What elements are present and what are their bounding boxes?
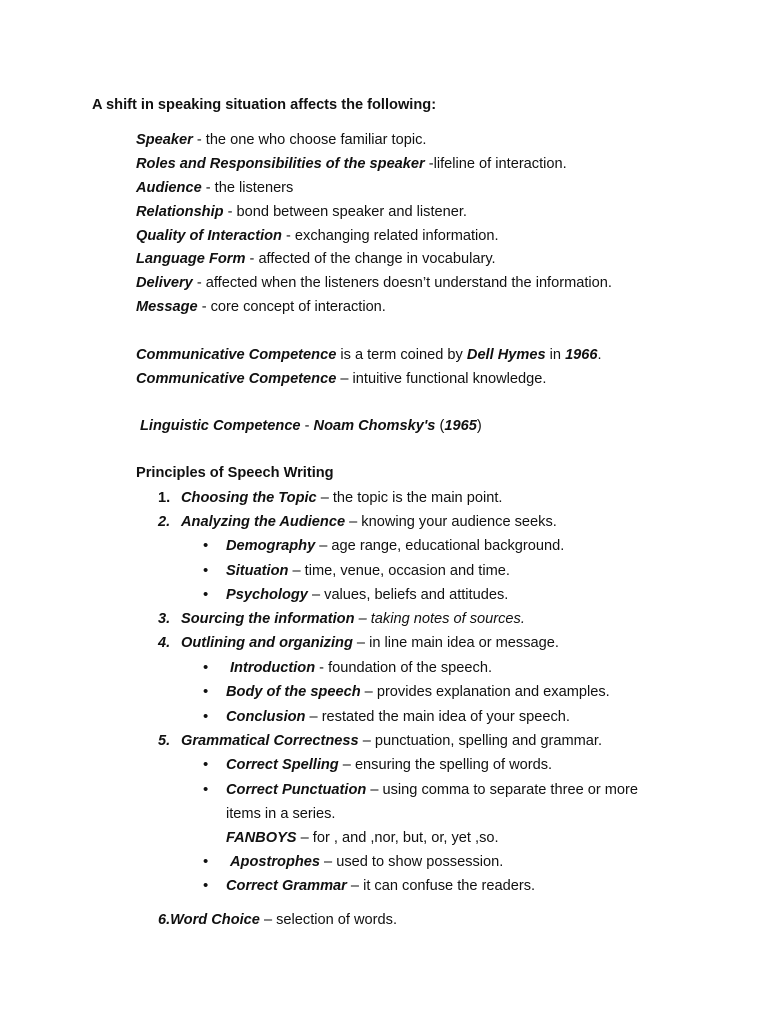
lc-line: Linguistic Competence - Noam Chomsky's (1965) bbox=[140, 418, 482, 434]
element-relationship: Relationship - bond between speaker and listener. bbox=[136, 204, 467, 220]
principle-2: 2. bbox=[158, 514, 171, 530]
cc-line-1: Communicative Competence is a term coined by Dell Hymes in 1966. bbox=[136, 347, 602, 363]
p2-item-demography: Demography – age range, educational background. bbox=[226, 538, 565, 554]
element-roles: Roles and Responsibilities of the speaker -lifeline of interaction. bbox=[136, 156, 567, 172]
p4-item-conclusion: Conclusion – restated the main idea of your speech. bbox=[226, 709, 570, 725]
element-quality: Quality of Interaction - exchanging related information. bbox=[136, 228, 499, 244]
p2-item-psychology: Psychology – values, beliefs and attitudes. bbox=[226, 587, 509, 603]
bullet-icon: • bbox=[203, 756, 209, 773]
p5-item-apostrophes: Apostrophes – used to show possession. bbox=[230, 854, 504, 870]
bullet-icon: • bbox=[203, 537, 209, 554]
bullet-icon: • bbox=[203, 708, 209, 725]
bullet-icon: • bbox=[203, 877, 209, 894]
element-speaker: Speaker - the one who choose familiar topic. bbox=[136, 132, 427, 148]
element-audience: Audience - the listeners bbox=[136, 180, 294, 196]
bullet-icon: • bbox=[203, 683, 209, 700]
element-message: Message - core concept of interaction. bbox=[136, 299, 386, 315]
p2-item-situation: Situation – time, venue, occasion and time. bbox=[226, 563, 510, 579]
bullet-icon: • bbox=[203, 659, 209, 676]
p4-item-introduction: Introduction - foundation of the speech. bbox=[230, 660, 492, 676]
p4-item-body: Body of the speech – provides explanation and examples. bbox=[226, 684, 610, 700]
element-delivery: Delivery - affected when the listeners doesn’t understand the information. bbox=[136, 275, 612, 291]
p5-item-grammar: Correct Grammar – it can confuse the readers. bbox=[226, 878, 536, 894]
principle-1: 1. bbox=[158, 490, 171, 506]
principle-5-text: Grammatical Correctness – punctuation, spelling and grammar. bbox=[181, 733, 603, 749]
p5-item-spelling: Correct Spelling – ensuring the spelling of words. bbox=[226, 757, 553, 773]
p5-item-punctuation-cont: items in a series. bbox=[226, 806, 336, 822]
principle-6: 6.Word Choice – selection of words. bbox=[158, 912, 397, 928]
bullet-icon: • bbox=[203, 853, 209, 870]
cc-line-2: Communicative Competence – intuitive functional knowledge. bbox=[136, 371, 547, 387]
principle-4: 4. bbox=[158, 635, 171, 651]
heading: A shift in speaking situation affects the following: bbox=[92, 97, 437, 113]
principles-title: Principles of Speech Writing bbox=[136, 465, 334, 481]
principle-3: 3. bbox=[158, 611, 171, 627]
fanboys-line: FANBOYS – for , and ,nor, but, or, yet ,so. bbox=[226, 830, 499, 846]
element-language-form: Language Form - affected of the change in vocabulary. bbox=[136, 251, 496, 267]
p5-item-punctuation: Correct Punctuation – using comma to separate three or more bbox=[226, 782, 639, 798]
bullet-icon: • bbox=[203, 781, 209, 798]
principle-5: 5. bbox=[158, 733, 171, 749]
principle-1-text: Choosing the Topic – the topic is the main point. bbox=[181, 490, 503, 506]
bullet-icon: • bbox=[203, 586, 209, 603]
bullet-icon: • bbox=[203, 562, 209, 579]
principle-2-text: Analyzing the Audience – knowing your audience seeks. bbox=[181, 514, 557, 530]
principle-3-text: Sourcing the information – taking notes of sources. bbox=[181, 611, 525, 627]
principle-4-text: Outlining and organizing – in line main idea or message. bbox=[181, 635, 559, 651]
